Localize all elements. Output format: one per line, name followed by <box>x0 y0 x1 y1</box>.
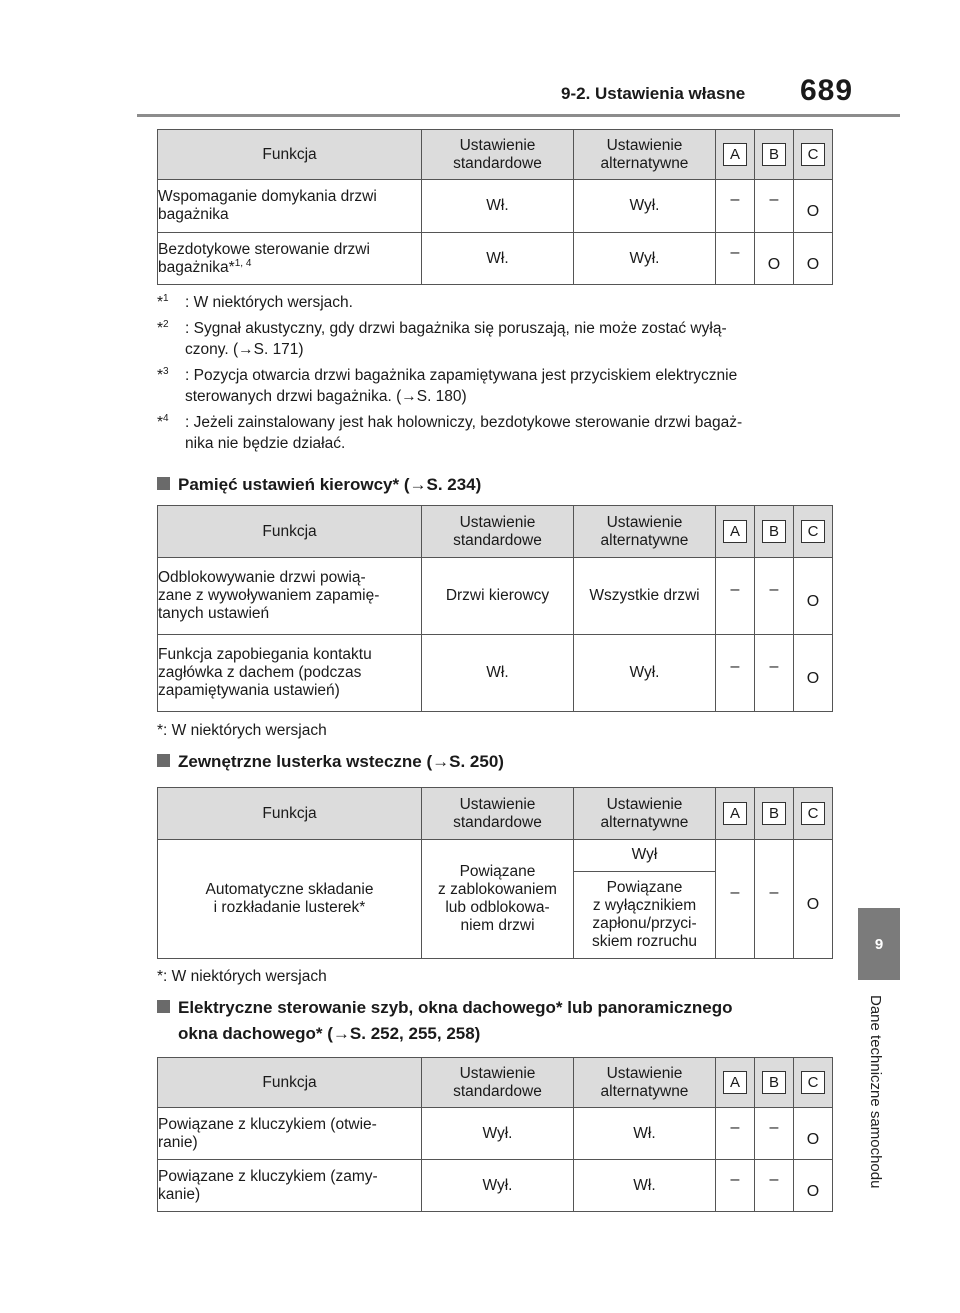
function-cell: Bezdotykowe sterowanie drzwi bagażnika*$^{1, 4}$ <box>158 233 422 285</box>
col-header-standard: Ustawienie standardowe <box>422 130 574 180</box>
mode-c-cell: O <box>794 635 833 712</box>
alternative-cell: Wył <box>574 840 716 872</box>
col-header-c: C <box>794 1058 833 1108</box>
table-row <box>158 635 833 712</box>
mode-a-cell: – <box>716 180 755 233</box>
mode-a-cell: – <box>716 635 755 712</box>
footnote: *$^1$ : W niektórych wersjach. <box>157 292 353 311</box>
header-rule <box>137 114 900 117</box>
mode-b-cell: – <box>755 840 794 959</box>
square-bullet-icon <box>157 1000 170 1013</box>
col-header-alternative: Ustawienie alternatywne <box>574 1058 716 1108</box>
col-header-function: Funkcja <box>158 1058 422 1108</box>
function-cell: Odblokowywanie drzwi powią- zane z wywoływaniem zapamię- tanych ustawień <box>158 558 422 635</box>
col-header-c: C <box>794 130 833 180</box>
chapter-label: Dane techniczne samochodu <box>867 995 884 1189</box>
function-cell: Funkcja zapobiegania kontaktu zagłówka z dachem (podczas zapamiętywania ustawień) <box>158 635 422 712</box>
settings-table-mirrors <box>157 787 833 959</box>
col-header-standard: Ustawienie standardowe <box>422 1058 574 1108</box>
col-header-standard: Ustawienie standardowe <box>422 788 574 840</box>
footnotes <box>157 292 837 459</box>
table-row <box>158 180 833 233</box>
mode-c-cell: O <box>794 233 833 285</box>
col-header-a: A <box>716 788 755 840</box>
mode-b-cell: – <box>755 1160 794 1212</box>
mode-b-cell: – <box>755 180 794 233</box>
mode-c-cell: O <box>794 1108 833 1160</box>
function-cell: Powiązane z kluczykiem (zamy- kanie) <box>158 1160 422 1212</box>
mode-a-cell: – <box>716 1108 755 1160</box>
mode-c-cell: O <box>794 180 833 233</box>
standard-cell: Wył. <box>422 1108 574 1160</box>
col-header-b: B <box>755 788 794 840</box>
function-cell: Powiązane z kluczykiem (otwie- ranie) <box>158 1108 422 1160</box>
col-header-a: A <box>716 130 755 180</box>
alternative-cell: Wł. <box>574 1160 716 1212</box>
standard-cell: Wył. <box>422 1160 574 1212</box>
col-header-a: A <box>716 1058 755 1108</box>
function-cell: Wspomaganie domykania drzwi bagażnika <box>158 180 422 233</box>
page-number: 689 <box>800 74 854 107</box>
alternative-cell: Wył. <box>574 233 716 285</box>
mode-a-cell: – <box>716 1160 755 1212</box>
footnote: *$^4$ : Jeżeli zainstalowany jest hak holowniczy, bezdotykowe sterowanie drzwi bagaż- nika nie będzie działać. <box>157 412 743 452</box>
mode-a-cell: – <box>716 233 755 285</box>
mode-b-cell: – <box>755 558 794 635</box>
col-header-function: Funkcja <box>158 506 422 558</box>
standard-cell: Wł. <box>422 180 574 233</box>
settings-table-tailgate <box>157 129 833 285</box>
section-heading-mirrors: Zewnętrzne lusterka wsteczne (→S. 250) <box>157 749 837 775</box>
col-header-a: A <box>716 506 755 558</box>
settings-table-driver-memory <box>157 505 833 712</box>
alternative-cell: Wył. <box>574 180 716 233</box>
table-row <box>158 1160 833 1212</box>
col-header-function: Funkcja <box>158 788 422 840</box>
standard-cell: Wł. <box>422 233 574 285</box>
alternative-cell: Powiązane z wyłącznikiem zapłonu/przyci- skiem rozruchu <box>574 872 716 959</box>
mode-c-cell: O <box>794 558 833 635</box>
mode-c-cell: O <box>794 840 833 959</box>
col-header-b: B <box>755 130 794 180</box>
footnote: *: W niektórych wersjach <box>157 722 327 739</box>
section-heading-driver-memory: Pamięć ustawień kierowcy* (→S. 234) <box>157 472 837 498</box>
col-header-alternative: Ustawienie alternatywne <box>574 130 716 180</box>
footnote: *$^2$ : Sygnał akustyczny, gdy drzwi bagażnika się poruszają, nie może zostać wyłą- czony. (→S. 171) <box>157 318 727 358</box>
mode-b-cell: O <box>755 233 794 285</box>
footnote: *$^3$ : Pozycja otwarcia drzwi bagażnika zapamiętywana jest przyciskiem elektrycznie sterowanych drzwi bagażnika. (→S. 180) <box>157 365 738 405</box>
standard-cell: Powiązane z zablokowaniem lub odblokowa- niem drzwi <box>422 840 574 959</box>
col-header-alternative: Ustawienie alternatywne <box>574 506 716 558</box>
square-bullet-icon <box>157 754 170 767</box>
section-title: 9-2. Ustawienia własne <box>561 84 746 103</box>
table-row <box>158 840 833 872</box>
col-header-function: Funkcja <box>158 130 422 180</box>
col-header-c: C <box>794 788 833 840</box>
mode-b-cell: – <box>755 1108 794 1160</box>
table-row <box>158 1108 833 1160</box>
mode-b-cell: – <box>755 635 794 712</box>
footnote: *: W niektórych wersjach <box>157 968 327 985</box>
col-header-standard: Ustawienie standardowe <box>422 506 574 558</box>
alternative-cell: Wszystkie drzwi <box>574 558 716 635</box>
table-row <box>158 558 833 635</box>
standard-cell: Drzwi kierowcy <box>422 558 574 635</box>
mode-a-cell: – <box>716 840 755 959</box>
alternative-cell: Wył. <box>574 635 716 712</box>
chapter-tab-number: 9 <box>874 935 884 953</box>
col-header-b: B <box>755 1058 794 1108</box>
chapter-tab <box>858 908 900 980</box>
function-cell: Automatyczne składanie i rozkładanie lusterek* <box>158 840 422 959</box>
col-header-alternative: Ustawienie alternatywne <box>574 788 716 840</box>
col-header-b: B <box>755 506 794 558</box>
alternative-cell: Wł. <box>574 1108 716 1160</box>
standard-cell: Wł. <box>422 635 574 712</box>
table-row <box>158 233 833 285</box>
square-bullet-icon <box>157 477 170 490</box>
mode-a-cell: – <box>716 558 755 635</box>
section-heading-windows: Elektryczne sterowanie szyb, okna dachowego* lub panoramicznego okna dachowego* (→S. 252, 255, 258) <box>157 995 837 1047</box>
col-header-c: C <box>794 506 833 558</box>
settings-table-windows <box>157 1057 833 1212</box>
mode-c-cell: O <box>794 1160 833 1212</box>
